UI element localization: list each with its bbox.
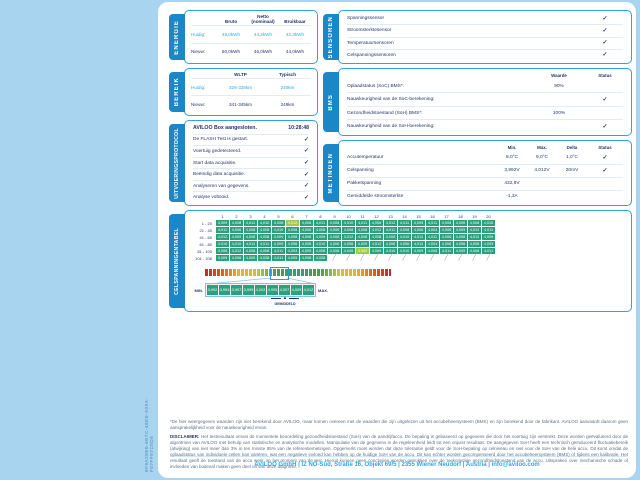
- metingen-row: [347, 165, 623, 178]
- value-cell: 46,0kWh: [253, 49, 273, 55]
- voltage-cell: 4,011: [273, 249, 284, 253]
- average-marker-label: GEMIDDELD: [274, 301, 296, 306]
- metingen-label: Gemiddelde stroomsterkte: [347, 194, 404, 200]
- protocol-step-row: [193, 169, 309, 181]
- voltage-cell: 4,012: [371, 228, 382, 232]
- voltage-cell: 4,004: [427, 228, 438, 232]
- voltage-cell: 4,010: [385, 249, 396, 253]
- report-uuid-text: 6F9A28E0-9E7C-48EE-939A-F57FF67C0D8: [144, 397, 154, 472]
- voltage-cell: 4,008: [441, 242, 452, 246]
- bms-card: [338, 68, 632, 136]
- protocol-step-row: [193, 181, 309, 193]
- value-cell: 240km: [280, 84, 295, 90]
- check-icon: ✓: [303, 171, 309, 178]
- legend-scale-cell: 3,997: [231, 285, 242, 295]
- voltage-cell: 4,010: [343, 221, 354, 225]
- voltage-cell: 4,009: [413, 249, 424, 253]
- voltage-cell: 4,011: [413, 242, 424, 246]
- legend-scale-cell: 4,005: [267, 285, 278, 295]
- voltage-cell: 4,006: [287, 242, 298, 246]
- sensor-row: [347, 13, 623, 25]
- voltage-cell: 4,011: [245, 221, 256, 225]
- column-number: 1: [221, 214, 224, 219]
- bms-row: [347, 80, 623, 94]
- tab-bms-label: BMS: [328, 93, 334, 111]
- voltage-cell: 4,008: [385, 242, 396, 246]
- column-number: 15: [416, 214, 421, 219]
- bms-label: Nauwkeurigheid van de SoH-berekening:: [347, 124, 435, 130]
- voltage-cell: 4,004: [427, 242, 438, 246]
- voltage-cell: 4,008: [259, 235, 270, 239]
- protocol-card: [184, 120, 318, 206]
- voltage-cell: 4,011: [483, 228, 494, 232]
- min-value: 3,992V: [504, 168, 520, 174]
- voltage-cell: 4,006: [273, 221, 284, 225]
- bms-label: Oplaadstatus (SoC) BMS*:: [347, 83, 405, 89]
- metingen-row: [347, 151, 623, 164]
- column-number: 17: [444, 214, 449, 219]
- column-header: Max.: [537, 144, 547, 150]
- voltage-cell: 4,008: [399, 228, 410, 232]
- voltage-cell: 4,010: [399, 235, 410, 239]
- table-row: [191, 79, 311, 96]
- legend-scale-cell: 4,009: [291, 285, 302, 295]
- tab-bereik-label: BEREIK: [174, 77, 180, 107]
- voltage-cell: 4,008: [245, 235, 256, 239]
- sensor-row: [347, 25, 623, 37]
- max-value: 4,012V: [534, 168, 550, 174]
- voltage-cell: 4,011: [427, 221, 438, 225]
- legend-scale-cell: 4,002: [255, 285, 266, 295]
- voltage-cell: 4,006: [441, 235, 452, 239]
- min-value: 432,8V: [504, 181, 520, 187]
- tab-celspanningentabel-label: CELSPANNINGENTABEL: [174, 227, 180, 295]
- voltage-cell: 4,006: [413, 228, 424, 232]
- voltage-cell: 4,008: [245, 249, 256, 253]
- voltage-cell: 4,008: [259, 256, 270, 260]
- metingen-row: [347, 178, 623, 191]
- row-range-label: 1 - 20: [201, 220, 212, 226]
- voltage-cell: 4,010: [483, 221, 494, 225]
- protocol-step-row: [193, 135, 309, 147]
- voltage-cell: 4,009: [357, 242, 368, 246]
- bms-value: 90%: [554, 83, 564, 89]
- voltage-cell: 4,006: [455, 221, 466, 225]
- tab-bms: [323, 72, 339, 132]
- row-range-label: 81 - 100: [197, 248, 212, 254]
- voltage-cell: 4,010: [273, 228, 284, 232]
- bms-label: Gezondheidstoestand (SoH) BMS*:: [347, 110, 423, 116]
- voltage-cell: 4,009: [371, 249, 382, 253]
- value-cell: 249km: [280, 101, 295, 107]
- sensor-row: [347, 38, 623, 50]
- tab-bereik: [169, 72, 185, 112]
- voltage-cell: 4,006: [301, 242, 312, 246]
- row-range-label: 101 - 108: [195, 255, 212, 261]
- voltage-cell: 4,011: [427, 235, 438, 239]
- voltage-cell: 4,008: [371, 235, 382, 239]
- column-header: Bruikbaar: [284, 19, 306, 25]
- table-row: [191, 26, 311, 43]
- sensoren-card: [338, 10, 632, 64]
- voltage-cell: 4,008: [455, 235, 466, 239]
- sensor-row: [347, 50, 623, 61]
- tab-sensoren-label: SENSOREN: [328, 15, 334, 59]
- voltage-cell: 4,006: [231, 256, 242, 260]
- tab-energie: [169, 14, 185, 60]
- protocol-step-label: Beëindig data acquisitie.: [193, 172, 246, 178]
- voltage-cell: 4,012: [343, 235, 354, 239]
- voltage-cell: 4,006: [301, 228, 312, 232]
- voltage-cell: 4,011: [399, 221, 410, 225]
- check-icon: ✓: [602, 27, 608, 34]
- column-header: Status: [598, 144, 612, 150]
- sensor-label: Temperatuursensoren: [347, 40, 394, 46]
- column-header: WLTP: [234, 72, 247, 77]
- check-icon: ✓: [303, 183, 309, 190]
- protocol-step-label: Analyse voltooid.: [193, 195, 230, 201]
- legend-scale-cell: 4,007: [279, 285, 290, 295]
- check-icon: ✓: [303, 136, 309, 143]
- protocol-time: 10:28:48: [288, 125, 309, 132]
- voltage-cell: 4,008: [259, 249, 270, 253]
- empty-cell-slash: ╱: [444, 254, 449, 261]
- column-number: 5: [277, 214, 280, 219]
- check-icon: ✓: [303, 160, 309, 167]
- voltage-cell: 4,009: [483, 235, 494, 239]
- column-number: 13: [388, 214, 393, 219]
- metingen-row: [347, 191, 623, 203]
- voltage-cell: 4,008: [259, 228, 270, 232]
- metingen-label: Pakketspanning: [347, 181, 382, 187]
- metingen-card: [338, 140, 632, 206]
- protocol-step-row: [193, 146, 309, 158]
- voltage-cell: 4,006: [399, 242, 410, 246]
- value-cell: 341-345km: [229, 101, 252, 107]
- voltage-cell: 4,008: [315, 228, 326, 232]
- legend-scale-cell: 4,012: [303, 285, 314, 295]
- metingen-label: Accutemperatuur: [347, 155, 384, 161]
- bereik-card: [184, 68, 318, 116]
- legend-max-label: MAX.: [318, 287, 328, 293]
- row-label: Huidig:: [191, 84, 206, 90]
- voltage-cell: 4,012: [385, 221, 396, 225]
- voltage-cell: 4,008: [329, 235, 340, 239]
- voltage-cell: 4,011: [273, 256, 284, 260]
- value-cell: 42,3kWh: [285, 31, 305, 37]
- voltage-cell: 4,009: [245, 256, 256, 260]
- voltage-cell: 4,008: [427, 249, 438, 253]
- voltage-cell: 4,010: [231, 242, 242, 246]
- voltage-cell: 4,009: [231, 235, 242, 239]
- column-number: 12: [374, 214, 379, 219]
- column-number: 16: [430, 214, 435, 219]
- empty-cell-slash: ╱: [458, 254, 463, 261]
- column-number: 9: [333, 214, 336, 219]
- empty-cell-slash: ╱: [346, 254, 351, 261]
- legend-scale-cell: 3,999: [243, 285, 254, 295]
- max-value: 9,0°C: [535, 155, 549, 161]
- energie-table: [185, 11, 317, 63]
- voltage-cell: 4,009: [301, 249, 312, 253]
- voltage-cell: 4,012: [469, 228, 480, 232]
- voltage-cell: 4,006: [231, 228, 242, 232]
- voltage-cell: 4,008: [301, 256, 312, 260]
- column-number: 6: [291, 214, 294, 219]
- voltage-cell: 4,008: [217, 249, 228, 253]
- protocol-step-label: Analyseren van gegevens.: [193, 183, 250, 189]
- column-number: 4: [263, 214, 266, 219]
- voltage-cell: 4,012: [231, 249, 242, 253]
- empty-cell-slash: ╱: [402, 254, 407, 261]
- voltage-cell: 4,011: [441, 249, 452, 253]
- voltage-cell: 4,011: [413, 235, 424, 239]
- energie-card: [184, 10, 318, 64]
- voltage-cell: 4,008: [287, 235, 298, 239]
- value-cell: 50,0kWh: [221, 49, 241, 55]
- voltage-cell: 4,006: [441, 221, 452, 225]
- voltage-cell: 4,011: [469, 235, 480, 239]
- bms-value: 100%: [552, 110, 566, 116]
- voltage-cell: 4,009: [287, 256, 298, 260]
- bms-row: [347, 120, 623, 133]
- voltage-cell: 4,005: [413, 221, 424, 225]
- bms-header-row: [347, 71, 623, 80]
- empty-cell-slash: ╱: [374, 254, 379, 261]
- voltage-cell: 4,008: [315, 249, 326, 253]
- voltage-cell: 4,010: [399, 249, 410, 253]
- report-uuid: [144, 362, 154, 472]
- row-label: Nieuw:: [191, 49, 206, 55]
- voltage-cell: 4,009: [217, 221, 228, 225]
- empty-cell-slash: ╱: [416, 254, 421, 261]
- column-number: 19: [472, 214, 477, 219]
- column-header: Bruto: [224, 19, 238, 25]
- empty-cell-slash: ╱: [388, 254, 393, 261]
- metingen-header-row: [347, 143, 623, 151]
- voltage-cell: 4,009: [455, 228, 466, 232]
- check-icon: ✓: [602, 40, 608, 47]
- average-marker-triangle: ▲: [245, 296, 325, 301]
- check-icon: ✓: [602, 15, 608, 22]
- voltage-cell: 4,011: [315, 221, 326, 225]
- bms-label: Nauwkeurigheid van de SoC-berekening:: [347, 97, 435, 103]
- legend-scale-cell: 3,994: [219, 285, 230, 295]
- voltage-cell: 4,009: [217, 256, 228, 260]
- column-number: 3: [249, 214, 252, 219]
- tab-uitvoeringsprotocol: [169, 124, 185, 202]
- voltage-cell: 4,006: [329, 242, 340, 246]
- voltage-cell: 4,009: [483, 242, 494, 246]
- voltage-cell: 4,010: [315, 242, 326, 246]
- voltage-cell: 4,012: [371, 242, 382, 246]
- empty-cell-slash: ╱: [332, 254, 337, 261]
- voltage-cell: 4,010: [217, 242, 228, 246]
- sensor-label: Spanningssensor: [347, 16, 385, 22]
- delta-value: 1,0°C: [565, 155, 579, 161]
- sensor-label: Stroomsterktesensor: [347, 28, 392, 34]
- voltage-cell: 4,006: [441, 228, 452, 232]
- check-icon: ✓: [602, 96, 608, 103]
- check-icon: ✓: [303, 148, 309, 155]
- voltage-cell: 4,008: [301, 221, 312, 225]
- footer-contact: AVILOO GmbH | IZ NÖ-Süd, Straße 16, Objekt 69/5 | 2355 Wiener Neudorf | Austria | info@aviloo.com: [254, 462, 540, 468]
- check-icon: ✓: [602, 167, 608, 174]
- voltage-cell: 4,011: [259, 242, 270, 246]
- footnote-text: *De hier weergegeven waarden zijn niet berekend door AVILOO, maar komen overeen met de waarden die zijn uitgelezen uit het accubeheersysteem (BMS) en zijn berekend door de fabrikant. AVILOO aanvaardt daarom geen aansprakelijkheid voor de nauwkeurigheid ervan.: [170, 419, 628, 430]
- metingen-table: [339, 141, 631, 205]
- voltage-cell: 4,008: [287, 228, 298, 232]
- row-range-label: 41 - 60: [199, 234, 212, 240]
- bms-table: [339, 69, 631, 135]
- voltage-cell: 4,011: [357, 221, 368, 225]
- disclaimer-label: DISCLAIMER:: [170, 433, 200, 439]
- voltage-cell: 4,008: [469, 221, 480, 225]
- voltage-cell: 4,006: [343, 249, 354, 253]
- voltage-cell: 4,012: [287, 221, 298, 225]
- voltage-cell: 4,012: [217, 235, 228, 239]
- voltage-cell: 4,004: [287, 249, 298, 253]
- value-cell: 48,0kWh: [221, 31, 241, 37]
- protocol-step-label: Start data acquisitie.: [193, 160, 237, 166]
- column-header: Netto (nominaal): [251, 14, 275, 25]
- voltage-cell: 4,010: [259, 221, 270, 225]
- check-icon: ✓: [602, 52, 608, 59]
- column-number: 8: [319, 214, 322, 219]
- empty-cell-slash: ╱: [430, 254, 435, 261]
- tab-celspanningentabel: [169, 214, 185, 308]
- voltage-cell: 4,006: [329, 221, 340, 225]
- voltage-cell: 4,008: [469, 242, 480, 246]
- voltage-cell: 4,011: [385, 228, 396, 232]
- empty-cell-slash: ╱: [486, 254, 491, 261]
- row-label: Huidig:: [191, 31, 206, 37]
- legend-min-label: MIN.: [194, 287, 203, 293]
- voltage-cell: 4,011: [245, 242, 256, 246]
- column-header: Min.: [507, 144, 517, 150]
- voltage-cell: 4,009: [273, 242, 284, 246]
- voltage-cell: 4,006: [329, 228, 340, 232]
- empty-cell-slash: ╱: [472, 254, 477, 261]
- protocol-step-label: De FLASH Test is gestart.: [193, 137, 249, 143]
- voltage-cell: 4,011: [217, 228, 228, 232]
- table-row: [191, 44, 311, 60]
- delta-value: 20mV: [565, 168, 579, 174]
- voltage-cell: 4,006: [371, 221, 382, 225]
- protocol-title-row: [193, 123, 309, 135]
- voltage-cell: 4,005: [455, 249, 466, 253]
- legend-zoom-lines: [185, 211, 633, 313]
- tab-metingen-label: METINGEN: [328, 152, 334, 194]
- column-header: Status: [598, 72, 612, 78]
- voltage-cell: 4,008: [329, 249, 340, 253]
- protocol-step-row: [193, 192, 309, 203]
- protocol-title: AVILOO Box aangesloten.: [193, 125, 257, 132]
- bms-row: [347, 107, 623, 121]
- value-cell: 326-328km: [229, 84, 252, 90]
- voltage-cell: 4,009: [315, 235, 326, 239]
- row-label: Nieuw:: [191, 101, 206, 107]
- sensoren-list: [339, 11, 631, 63]
- cell-voltage-card: [184, 210, 632, 312]
- tab-sensoren: [323, 14, 339, 60]
- tab-metingen: [323, 144, 339, 202]
- table-header-row: [191, 72, 311, 79]
- legend-scale-cell: 3,992: [207, 285, 218, 295]
- column-number: 2: [235, 214, 238, 219]
- column-header: Typisch: [278, 72, 297, 77]
- column-number: 7: [305, 214, 308, 219]
- sensor-label: Celspanningssensoren: [347, 52, 396, 58]
- check-icon: ✓: [602, 154, 608, 161]
- metingen-label: Celspanning: [347, 168, 374, 174]
- gradient-highlight-box: [270, 267, 289, 280]
- voltage-cell: 4,008: [343, 228, 354, 232]
- voltage-cell: 4,009: [273, 235, 284, 239]
- column-number: 18: [458, 214, 463, 219]
- voltage-cell: 4,008: [357, 228, 368, 232]
- voltage-cell: 4,006: [343, 242, 354, 246]
- voltage-cell: 4,008: [357, 235, 368, 239]
- bereik-table: [185, 69, 317, 115]
- row-range-label: 61 - 80: [199, 241, 212, 247]
- empty-cell-slash: ╱: [360, 254, 365, 261]
- voltage-cell: 4,006: [455, 242, 466, 246]
- voltage-cell: 4,008: [231, 221, 242, 225]
- value-cell: 44,2kWh: [253, 31, 273, 37]
- bms-row: [347, 93, 623, 107]
- voltage-cell: 4,008: [315, 256, 326, 260]
- value-cell: 44,0kWh: [285, 49, 305, 55]
- column-number: 20: [486, 214, 491, 219]
- column-header: Delta: [566, 144, 578, 150]
- voltage-cell: 4,008: [469, 249, 480, 253]
- disclaimer-body: Het testresultaat omvat de momentele beoordeling gezondheidstoestand (SoH) van de aandrijfaccu. De bepaling is gebaseerd op gegevens die door het voertuig zijn verstrekt. Deze worden geëvalueerd door de algoritmen van AVILOO met behulp van statistische en analytische modellen. Manipulatie van de gegevens in de regeleenheid leidt tot een onjuist resultaat. De aangegeven SoH heeft een technisch geïnduceerd fluctuatiebereik (afwijking) van niet meer dan 3% in ten minste 95% van de referentiemetingen. Opgemerkt moet worden dat deze tolerantie geldt voor de SoH-bepaling op celniveau en niet voor de SoH van de hele accu. Dit komt omdat de oplaadstatus van individuele cellen kan variëren, wat een negatieve invloed kan hebben op de huidige SoH van de accu. Dit kan echter worden gecompenseerd door het accubeheersysteem (BMS) of tijdens een kalibratie. Het resultaat geeft de toestand van de accu weer op het moment van de test. Hieruit kunnen geen conclusies worden getrokken over de toekomstige gezondheidstoestand van de accu. Uitspraken over mechanische schade of invloeden van buitenaf maken geen deel uit van deze diagnose.: [170, 433, 628, 469]
- protocol-list: [185, 121, 317, 205]
- column-number: 14: [402, 214, 407, 219]
- min-value: -1,3A: [506, 194, 518, 200]
- table-header-row: [191, 14, 311, 26]
- voltage-cell: 4,008: [245, 228, 256, 232]
- voltage-cell: 4,008: [385, 235, 396, 239]
- protocol-step-row: [193, 158, 309, 170]
- voltage-cell: 4,006: [301, 235, 312, 239]
- check-icon: ✓: [602, 123, 608, 130]
- column-header: Waarde: [551, 72, 567, 78]
- column-number: 11: [360, 214, 365, 219]
- table-row: [191, 96, 311, 112]
- voltage-cell: 4,011: [483, 249, 494, 253]
- protocol-step-label: Voertuig gedetecteerd.: [193, 148, 242, 154]
- min-value: 8,0°C: [505, 155, 519, 161]
- row-range-label: 21 - 40: [199, 227, 212, 233]
- tab-energie-label: ENERGIE: [174, 19, 180, 55]
- voltage-cell: 3,992: [357, 249, 368, 253]
- tab-uitvoeringsprotocol-label: UITVOERINGSPROTOCOL: [174, 127, 180, 199]
- column-number: 10: [346, 214, 351, 219]
- check-icon: ✓: [303, 194, 309, 201]
